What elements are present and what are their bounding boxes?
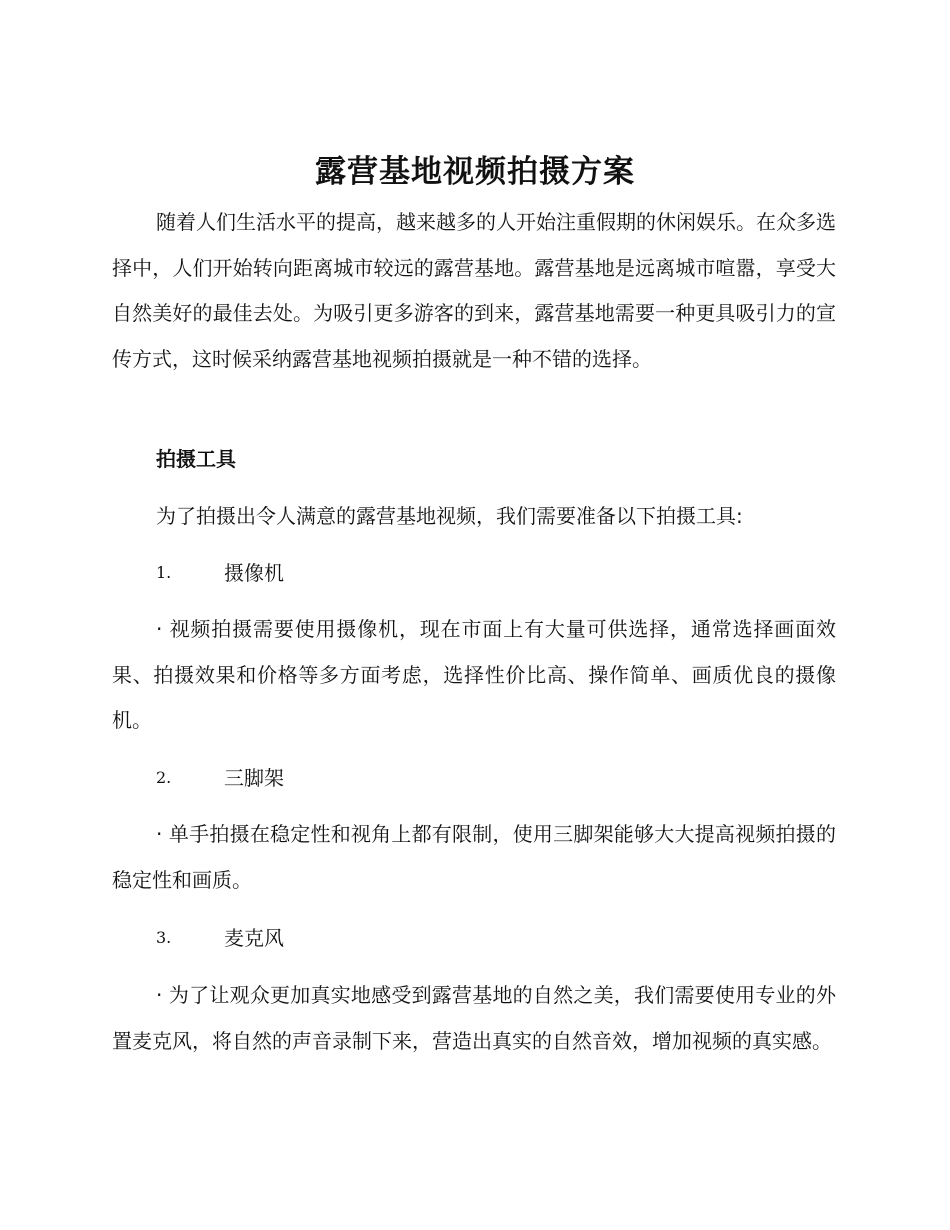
list-item-number: 3. xyxy=(156,928,172,947)
list-item-label: 摄像机 xyxy=(224,561,284,585)
section-intro: 为了拍摄出令人满意的露营基地视频，我们需要准备以下拍摄工具: xyxy=(156,504,743,528)
item-description-1: · 视频拍摄需要使用摄像机，现在市面上有大量可供选择，通常选择画面效果、拍摄效果和价格等多方面考虑，选择性价比高、操作简单、画质优良的摄像机。 xyxy=(112,617,836,732)
list-item-label: 三脚架 xyxy=(224,766,284,790)
list-item-number: 1. xyxy=(156,563,172,582)
intro-paragraph: 随着人们生活水平的提高，越来越多的人开始注重假期的休闲娱乐。在众多选择中，人们开始转向距离城市较远的露营基地。露营基地是远离城市喧嚣，享受大自然美好的最佳去处。为吸引更多游客的到来，露营基地需要一种更具吸引力的宣传方式，这时候采纳露营基地视频拍摄就是一种不错的选择。 xyxy=(112,210,836,371)
item-description-3: · 为了让观众更加真实地感受到露营基地的自然之美，我们需要使用专业的外置麦克风，将自然的声音录制下来，营造出真实的自然音效，增加视频的真实感。 xyxy=(112,983,836,1053)
document-title: 露营基地视频拍摄方案 xyxy=(315,154,635,190)
list-item-label: 麦克风 xyxy=(224,926,284,950)
item-description-2: · 单手拍摄在稳定性和视角上都有限制，使用三脚架能够大大提高视频拍摄的稳定性和画质。 xyxy=(112,822,836,892)
section-heading: 拍摄工具 xyxy=(156,447,236,471)
list-item-number: 2. xyxy=(156,768,172,787)
